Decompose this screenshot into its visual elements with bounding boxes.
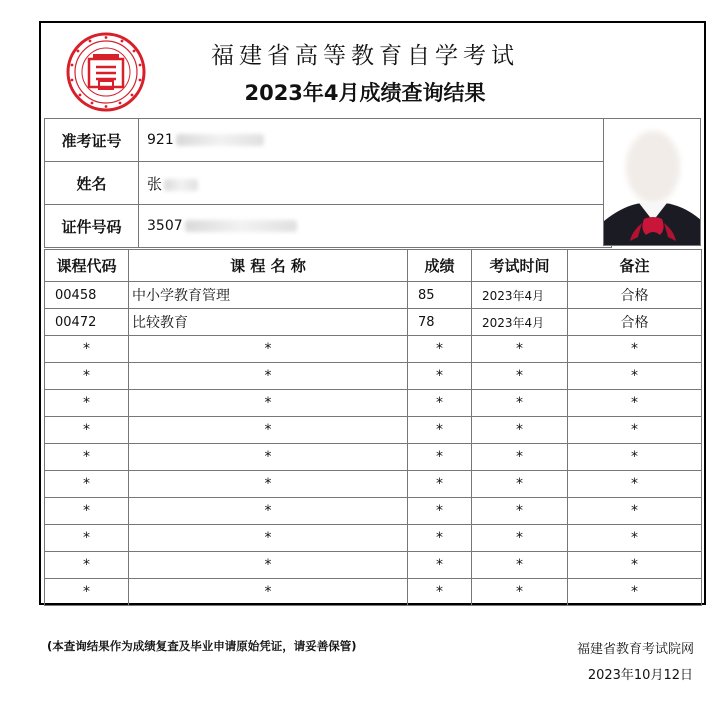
exam-time: * <box>472 552 568 579</box>
course-code: 00472 <box>45 309 129 336</box>
page-subtitle: 2023年4月成绩查询结果 <box>244 81 486 105</box>
course-name: * <box>129 552 408 579</box>
course-code: * <box>45 390 129 417</box>
course-code: * <box>45 525 129 552</box>
course-code: * <box>45 363 129 390</box>
score: * <box>408 579 472 606</box>
exam-time: * <box>472 471 568 498</box>
course-name: * <box>129 579 408 606</box>
id-number-label: 证件号码 <box>45 205 139 248</box>
exam-time: * <box>472 579 568 606</box>
score: * <box>408 417 472 444</box>
column-header: 成绩 <box>408 250 472 282</box>
column-header: 课程代码 <box>45 250 129 282</box>
page-title: 福建省高等教育自学考试 <box>211 43 519 69</box>
score: * <box>408 471 472 498</box>
course-code: * <box>45 444 129 471</box>
table-row <box>45 417 702 444</box>
course-code: * <box>45 336 129 363</box>
course-name: * <box>129 390 408 417</box>
exam-time: * <box>472 390 568 417</box>
score: 78 <box>408 309 472 336</box>
score: 85 <box>408 282 472 309</box>
remark: 合格 <box>568 282 702 309</box>
footer-date: 2023年10月12日 <box>587 668 693 683</box>
name-label: 姓名 <box>45 162 139 205</box>
course-name: * <box>129 336 408 363</box>
course-name: * <box>129 363 408 390</box>
exam-time: * <box>472 498 568 525</box>
id-number-value: 3507 <box>139 205 612 248</box>
remark: * <box>568 498 702 525</box>
exam-no-value: 921 <box>139 119 612 162</box>
score: * <box>408 390 472 417</box>
remark: * <box>568 525 702 552</box>
remark: * <box>568 417 702 444</box>
course-name: * <box>129 417 408 444</box>
course-code: * <box>45 417 129 444</box>
course-name: * <box>129 498 408 525</box>
exam-time: * <box>472 336 568 363</box>
course-code: * <box>45 498 129 525</box>
course-code: * <box>45 471 129 498</box>
table-row <box>45 552 702 579</box>
remark: * <box>568 336 702 363</box>
footer-org: 福建省教育考试院网 <box>576 642 694 657</box>
table-row <box>45 390 702 417</box>
exam-time: 2023年4月 <box>472 309 568 336</box>
exam-time: * <box>472 525 568 552</box>
course-code: * <box>45 552 129 579</box>
footer-note: (本查询结果作为成绩复查及毕业申请原始凭证，请妥善保管) <box>47 639 357 653</box>
remark: 合格 <box>568 309 702 336</box>
table-row <box>45 579 702 606</box>
exam-seal-logo <box>66 32 146 112</box>
exam-no-label: 准考证号 <box>45 119 139 162</box>
course-name: 中小学教育管理 <box>129 282 408 309</box>
remark: * <box>568 444 702 471</box>
exam-time: * <box>472 417 568 444</box>
candidate-photo <box>603 118 701 246</box>
course-name: * <box>129 444 408 471</box>
remark: * <box>568 579 702 606</box>
table-row <box>45 336 702 363</box>
table-row <box>45 282 702 309</box>
exam-time: * <box>472 444 568 471</box>
exam-time: * <box>472 363 568 390</box>
table-row <box>45 498 702 525</box>
table-row <box>45 444 702 471</box>
name-value: 张 <box>139 162 612 205</box>
grades-table <box>44 249 702 606</box>
exam-time: 2023年4月 <box>472 282 568 309</box>
grades-header-row <box>45 250 702 282</box>
remark: * <box>568 552 702 579</box>
course-code: 00458 <box>45 282 129 309</box>
score: * <box>408 363 472 390</box>
course-name: * <box>129 471 408 498</box>
course-code: * <box>45 579 129 606</box>
remark: * <box>568 363 702 390</box>
score: * <box>408 498 472 525</box>
remark: * <box>568 390 702 417</box>
candidate-info-table <box>44 118 612 248</box>
column-header: 备注 <box>568 250 702 282</box>
score: * <box>408 552 472 579</box>
table-row <box>45 363 702 390</box>
course-name: 比较教育 <box>129 309 408 336</box>
table-row <box>45 471 702 498</box>
score: * <box>408 336 472 363</box>
remark: * <box>568 471 702 498</box>
column-header: 考试时间 <box>472 250 568 282</box>
score: * <box>408 525 472 552</box>
table-row <box>45 525 702 552</box>
column-header: 课 程 名 称 <box>129 250 408 282</box>
score: * <box>408 444 472 471</box>
course-name: * <box>129 525 408 552</box>
table-row <box>45 309 702 336</box>
